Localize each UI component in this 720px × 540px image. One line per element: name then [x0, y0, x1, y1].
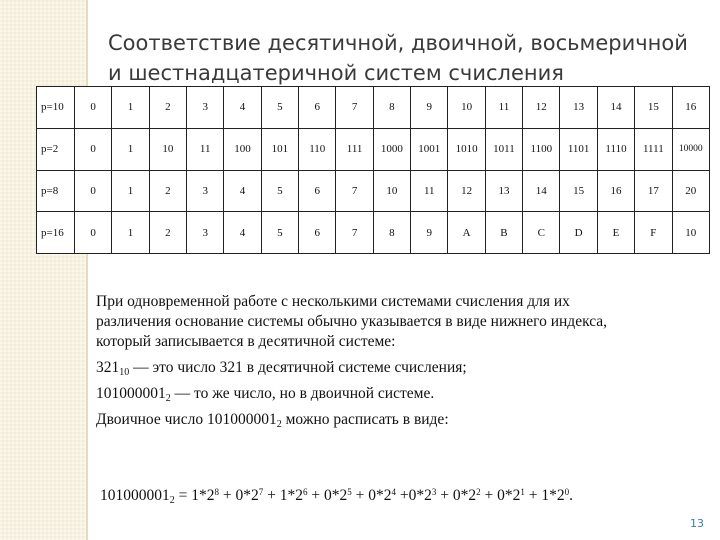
paragraph-binary-example	[96, 384, 712, 404]
table-cell: 11	[187, 128, 224, 170]
table-cell: 16	[597, 170, 634, 212]
table-cell: 11	[485, 87, 522, 129]
table-cell: 8	[373, 212, 410, 254]
binary-expansion-formula	[100, 487, 573, 505]
row-label: p=16	[37, 212, 75, 254]
base-subscript: 2	[276, 419, 282, 430]
table-cell: 3	[187, 212, 224, 254]
table-cell: 2	[149, 212, 186, 254]
table-row	[37, 87, 710, 129]
table-cell: C	[523, 212, 560, 254]
formula-end: .	[569, 487, 573, 504]
formula-lhs: 101000001	[100, 487, 170, 504]
table-cell: 10	[448, 87, 485, 129]
table-cell: 9	[411, 87, 448, 129]
table-cell: 0	[75, 87, 112, 129]
table-cell: 1110	[597, 128, 634, 170]
table-cell: 6	[299, 87, 336, 129]
table-cell: 10	[149, 128, 186, 170]
table-cell: 1000	[373, 128, 410, 170]
table-cell: 6	[299, 212, 336, 254]
formula-exponent: 2	[476, 487, 481, 497]
explanation-text	[96, 292, 712, 436]
table-cell: 100	[224, 128, 261, 170]
formula-exponent: 3	[431, 487, 437, 497]
table-cell: 2	[149, 170, 186, 212]
table-cell: 1	[112, 212, 149, 254]
table-cell: 7	[336, 212, 373, 254]
table-cell: 1011	[485, 128, 522, 170]
table-cell: 5	[261, 170, 298, 212]
formula-term: + 0*2	[436, 487, 477, 504]
formula-exponent: 0	[564, 487, 570, 497]
side-band-edge	[86, 0, 88, 540]
table-row	[37, 212, 710, 254]
table-cell: 0	[75, 128, 112, 170]
table-cell: 1001	[411, 128, 448, 170]
formula-term: + 0*2	[307, 487, 348, 504]
table-cell: 110	[299, 128, 336, 170]
formula-term: + 0*2	[351, 487, 392, 504]
row-label: p=8	[37, 170, 75, 212]
table-cell: 1	[112, 87, 149, 129]
table-cell: 1111	[635, 128, 672, 170]
text-line: При одновременной работе с несколькими системами счисления для их	[96, 293, 570, 310]
formula-term: = 1*2	[174, 487, 215, 504]
table-cell: 15	[635, 87, 672, 129]
table-cell: 1	[112, 128, 149, 170]
table-cell: 10	[672, 212, 710, 254]
paragraph-expansion-intro	[96, 410, 712, 430]
formula-term: + 1*2	[524, 487, 565, 504]
table-cell: 4	[224, 212, 261, 254]
table-cell: 4	[224, 87, 261, 129]
example-text: Двоичное число 101000001	[96, 411, 277, 428]
table-cell: 1010	[448, 128, 485, 170]
text-line: который записывается в десятичной системе:	[96, 333, 396, 350]
table-cell: 4	[224, 170, 261, 212]
slide-title	[108, 28, 708, 88]
table-row	[37, 170, 710, 212]
number-systems-table	[36, 86, 710, 254]
table-cell: 9	[411, 212, 448, 254]
table-cell: 10	[373, 170, 410, 212]
slide-title-line-1: Соответствие десятичной, двоичной, восьмеричной	[108, 31, 688, 55]
number-value: 101000001	[96, 385, 166, 402]
table-cell: 2	[149, 87, 186, 129]
example-text: можно расписать в виде:	[281, 411, 449, 428]
table-cell: 13	[485, 170, 522, 212]
table-cell: 14	[523, 170, 560, 212]
table-cell: 20	[672, 170, 710, 212]
table-cell: 6	[299, 170, 336, 212]
table-cell: 5	[261, 212, 298, 254]
table-cell: B	[485, 212, 522, 254]
table-cell: 11	[411, 170, 448, 212]
base-subscript: 10	[119, 367, 130, 378]
table-cell: 101	[261, 128, 298, 170]
base-subscript: 2	[165, 393, 171, 404]
table-cell: 3	[187, 170, 224, 212]
formula-term: + 0*2	[480, 487, 521, 504]
table-cell: 16	[672, 87, 710, 129]
formula-exponent: 6	[303, 487, 308, 497]
table-cell: 12	[523, 87, 560, 129]
table-cell: 12	[448, 170, 485, 212]
slide-number: 13	[690, 517, 704, 530]
table-cell: 0	[75, 170, 112, 212]
paragraph-decimal-example	[96, 358, 712, 378]
table-cell: 10000	[672, 128, 710, 170]
table-cell: 0	[75, 212, 112, 254]
formula-exponent: 5	[347, 487, 352, 497]
table-cell: 15	[560, 170, 597, 212]
formula-term: + 0*2	[219, 487, 259, 504]
formula-lhs-base: 2	[169, 495, 175, 506]
formula-term: + 1*2	[263, 487, 303, 504]
example-text: — то же число, но в двоичной системе.	[170, 385, 435, 402]
number-value: 321	[96, 359, 120, 376]
table-row	[37, 128, 710, 170]
table-cell: 13	[560, 87, 597, 129]
table-cell: 1100	[523, 128, 560, 170]
table-cell: 3	[187, 87, 224, 129]
formula-exponent: 4	[391, 487, 396, 497]
table-cell: 7	[336, 170, 373, 212]
table-cell: 5	[261, 87, 298, 129]
formula-exponent: 7	[258, 487, 264, 497]
table-cell: 8	[373, 87, 410, 129]
formula-term: +0*2	[396, 487, 432, 504]
row-label: p=10	[37, 87, 75, 129]
table-cell: E	[597, 212, 634, 254]
table-cell: 17	[635, 170, 672, 212]
table-cell: D	[560, 212, 597, 254]
formula-exponent: 8	[214, 487, 219, 497]
formula-exponent: 1	[520, 487, 525, 497]
table-cell: A	[448, 212, 485, 254]
text-line: различения основание системы обычно указывается в виде нижнего индекса,	[96, 313, 608, 330]
example-text: — это число 321 в десятичной системе счисления;	[129, 359, 467, 376]
table-cell: 1101	[560, 128, 597, 170]
slide-title-line-2: и шестнадцатеричной систем счисления	[108, 61, 564, 85]
table-cell: 14	[597, 87, 634, 129]
decorative-side-band	[0, 0, 86, 540]
table-cell: 1	[112, 170, 149, 212]
table-cell: 7	[336, 87, 373, 129]
table-cell: F	[635, 212, 672, 254]
table-cell: 111	[336, 128, 373, 170]
row-label: p=2	[37, 128, 75, 170]
paragraph-intro	[96, 292, 712, 352]
